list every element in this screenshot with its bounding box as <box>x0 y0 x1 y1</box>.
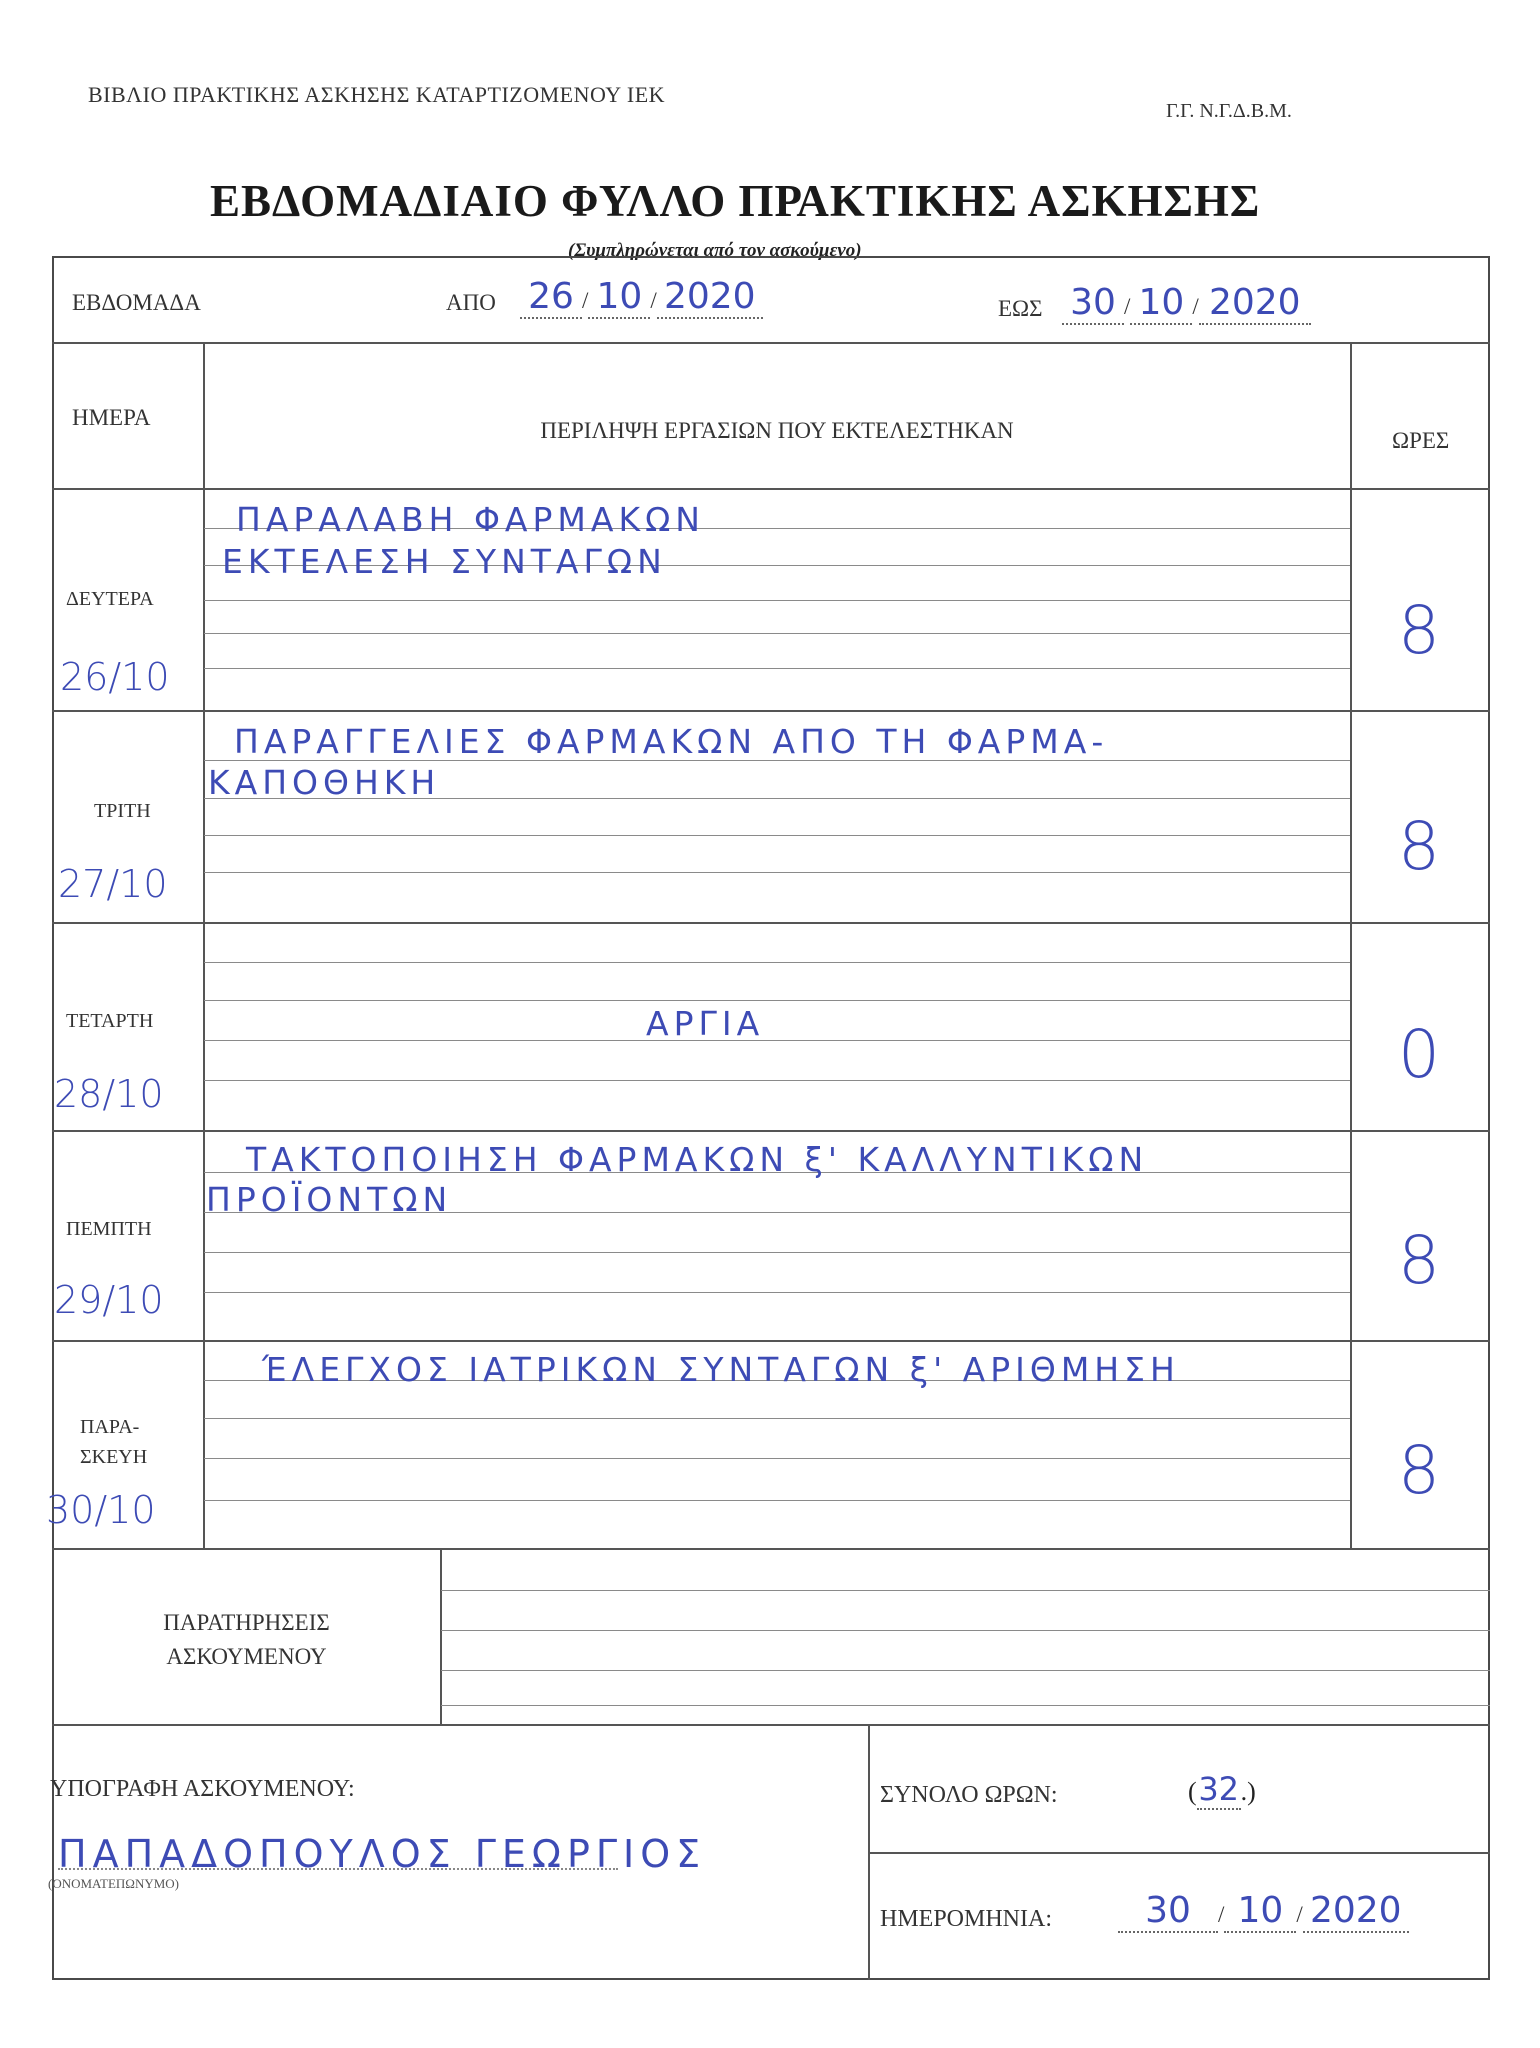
fullname-caption: (ΟΝΟΜΑΤΕΠΩΝΥΜΟ) <box>48 1876 179 1891</box>
page-title: ΕΒΔΟΜΑΔΙΑΙΟ ΦΥΛΛΟ ΠΡΑΚΤΙΚΗΣ ΑΣΚΗΣΗΣ <box>210 176 1261 226</box>
week-to-day: 30 <box>1062 282 1124 325</box>
form-date-day: 30 <box>1118 1890 1218 1933</box>
day-name: ΠΕΜΠΤΗ <box>66 1218 152 1240</box>
date-label: ΗΜΕΡΟΜΗΝΙΑ: <box>880 1906 1053 1932</box>
form-date-year: 2020 <box>1303 1890 1409 1933</box>
day-hours: 8 <box>1398 1222 1440 1299</box>
form-date: 30 / 10 / 2020 <box>1118 1890 1409 1933</box>
week-to-year: 2020 <box>1199 282 1311 325</box>
week-from-label: ΑΠΟ <box>446 290 496 315</box>
day-hours: 8 <box>1398 592 1440 669</box>
day-hours: 8 <box>1398 1432 1440 1509</box>
signature-value: ΠΑΠΑΔΟΠΟΥΛΟΣ ΓΕΩΡΓΙΟΣ <box>58 1832 707 1876</box>
task-line: ΈΛΕΓΧΟΣ ΙΑΤΡΙΚΩΝ ΣΥΝΤΑΓΩΝ ξ' ΑΡΙΘΜΗΣΗ <box>262 1350 1180 1389</box>
task-line: ΕΚΤΕΛΕΣΗ ΣΥΝΤΑΓΩΝ <box>222 542 667 581</box>
form-date-month: 10 <box>1224 1890 1296 1933</box>
col-header-day: ΗΜΕΡΑ <box>72 405 151 430</box>
org-code: Γ.Γ. Ν.Γ.Δ.Β.Μ. <box>1166 100 1292 122</box>
week-from-year: 2020 <box>657 276 763 319</box>
week-from-date: 26 / 10 / 2020 <box>520 276 763 319</box>
week-from-month: 10 <box>588 276 650 319</box>
task-line: ΤΑΚΤΟΠΟΙΗΣΗ ΦΑΡΜΑΚΩΝ ξ' ΚΑΛΛΥΝΤΙΚΩΝ <box>246 1140 1149 1179</box>
week-label: ΕΒΔΟΜΑΔΑ <box>72 290 201 315</box>
signature-label: ΥΠΟΓΡΑΦΗ ΑΣΚΟΥΜΕΝΟΥ: <box>50 1776 355 1802</box>
col-header-summary: ΠΕΡΙΛΗΨΗ ΕΡΓΑΣΙΩΝ ΠΟΥ ΕΚΤΕΛΕΣΤΗΚΑΝ <box>540 418 1014 443</box>
task-line: ΠΡΟΪΟΝΤΩΝ <box>206 1180 453 1219</box>
week-to-month: 10 <box>1130 282 1192 325</box>
col-header-hours: ΩΡΕΣ <box>1392 428 1450 453</box>
remarks-label-line2: ΑΣΚΟΥΜΕΝΟΥ <box>166 1644 327 1669</box>
day-name: ΤΡΙΤΗ <box>94 800 151 822</box>
week-to-date: 30 / 10 / 2020 <box>1062 282 1311 325</box>
day-name: ΔΕΥΤΕΡΑ <box>66 588 154 610</box>
task-line: ΠΑΡΑΛΑΒΗ ΦΑΡΜΑΚΩΝ <box>236 500 705 539</box>
total-hours-field: (32.) <box>1188 1770 1256 1808</box>
day-name: ΤΕΤΑΡΤΗ <box>66 1010 154 1032</box>
total-hours-value: 32 <box>1198 1770 1240 1808</box>
day-hours: 0 <box>1398 1016 1440 1093</box>
day-name-line1: ΠΑΡΑ- <box>80 1416 140 1438</box>
task-line: ΑΡΓΙΑ <box>646 1004 765 1043</box>
page-subtitle: (Συμπληρώνεται από τον ασκούμενο) <box>568 240 862 261</box>
day-hours: 8 <box>1398 808 1440 885</box>
week-from-day: 26 <box>520 276 582 319</box>
signature-dotted-line <box>58 1868 618 1870</box>
day-date: 26/10 <box>60 655 170 699</box>
day-date: 30/10 <box>46 1488 156 1532</box>
day-date: 29/10 <box>54 1278 164 1322</box>
day-date: 28/10 <box>54 1072 164 1116</box>
week-to-label: ΕΩΣ <box>998 296 1043 321</box>
total-hours-label: ΣΥΝΟΛΟ ΩΡΩΝ: <box>880 1782 1058 1808</box>
day-name-line2: ΣΚΕΥΗ <box>80 1446 148 1468</box>
task-line: ΠΑΡΑΓΓΕΛΙΕΣ ΦΑΡΜΑΚΩΝ ΑΠΟ ΤΗ ΦΑΡΜΑ- <box>234 722 1109 761</box>
day-date: 27/10 <box>58 862 168 906</box>
task-line: ΚΑΠΟΘΗΚΗ <box>208 763 441 802</box>
remarks-label-line1: ΠΑΡΑΤΗΡΗΣΕΙΣ <box>163 1610 330 1635</box>
book-title: ΒΙΒΛΙΟ ΠΡΑΚΤΙΚΗΣ ΑΣΚΗΣΗΣ ΚΑΤΑΡΤΙΖΟΜΕΝΟΥ ΙΕΚ <box>88 82 666 107</box>
